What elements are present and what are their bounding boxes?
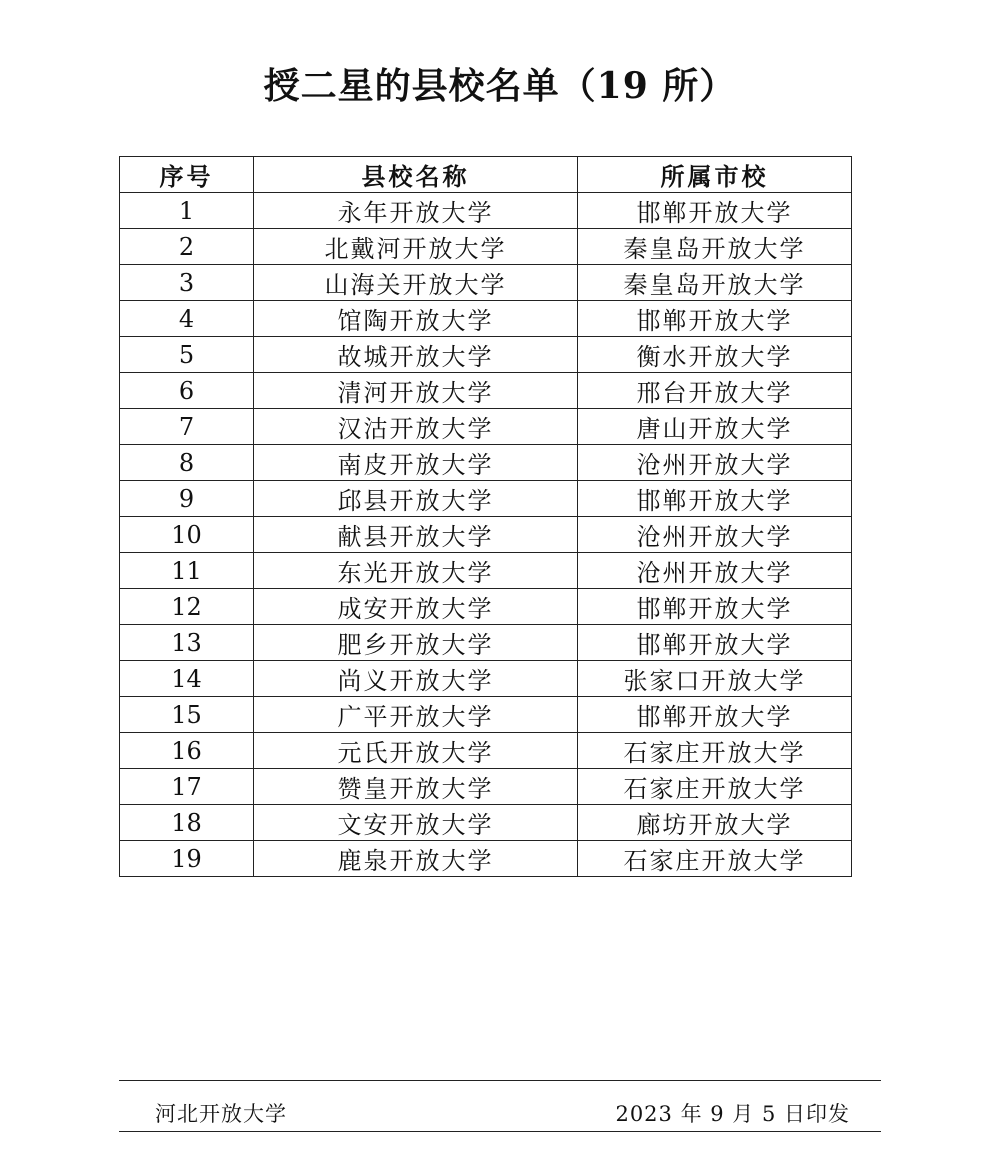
cell-serial-number: 9 (120, 481, 254, 517)
cell-serial-number: 19 (120, 841, 254, 877)
table-row (120, 769, 852, 805)
table-row (120, 841, 852, 877)
cell-county-school-name: 广平开放大学 (254, 697, 578, 733)
cell-serial-number: 2 (120, 229, 254, 265)
cell-serial-number: 17 (120, 769, 254, 805)
cell-parent-city-school: 廊坊开放大学 (578, 805, 852, 841)
cell-serial-number: 8 (120, 445, 254, 481)
table-row (120, 337, 852, 373)
cell-serial-number: 16 (120, 733, 254, 769)
cell-parent-city-school: 沧州开放大学 (578, 445, 852, 481)
footer-issue-date: 2023 年 9 月 5 日印发 (615, 1102, 850, 1126)
cell-parent-city-school: 邯郸开放大学 (578, 301, 852, 337)
table-row (120, 193, 852, 229)
table-row (120, 445, 852, 481)
cell-county-school-name: 山海关开放大学 (254, 265, 578, 301)
table-row (120, 481, 852, 517)
cell-county-school-name: 成安开放大学 (254, 589, 578, 625)
cell-county-school-name: 鹿泉开放大学 (254, 841, 578, 877)
cell-parent-city-school: 唐山开放大学 (578, 409, 852, 445)
footer-divider-bottom (119, 1131, 881, 1132)
cell-serial-number: 11 (120, 553, 254, 589)
cell-serial-number: 1 (120, 193, 254, 229)
table-row (120, 229, 852, 265)
table-row (120, 517, 852, 553)
cell-county-school-name: 元氏开放大学 (254, 733, 578, 769)
cell-serial-number: 15 (120, 697, 254, 733)
cell-parent-city-school: 邯郸开放大学 (578, 193, 852, 229)
cell-serial-number: 7 (120, 409, 254, 445)
cell-parent-city-school: 沧州开放大学 (578, 517, 852, 553)
table-row (120, 625, 852, 661)
table-row (120, 553, 852, 589)
header-parent-city-school: 所属市校 (578, 157, 852, 193)
cell-county-school-name: 故城开放大学 (254, 337, 578, 373)
cell-county-school-name: 献县开放大学 (254, 517, 578, 553)
cell-serial-number: 10 (120, 517, 254, 553)
footer-issuer: 河北开放大学 (155, 1102, 287, 1126)
cell-parent-city-school: 张家口开放大学 (578, 661, 852, 697)
table-row (120, 589, 852, 625)
cell-county-school-name: 东光开放大学 (254, 553, 578, 589)
cell-serial-number: 18 (120, 805, 254, 841)
cell-county-school-name: 肥乡开放大学 (254, 625, 578, 661)
table-row (120, 805, 852, 841)
cell-county-school-name: 汉沽开放大学 (254, 409, 578, 445)
table-row (120, 409, 852, 445)
cell-parent-city-school: 石家庄开放大学 (578, 769, 852, 805)
cell-county-school-name: 南皮开放大学 (254, 445, 578, 481)
table-body (120, 193, 852, 877)
cell-parent-city-school: 衡水开放大学 (578, 337, 852, 373)
cell-parent-city-school: 秦皇岛开放大学 (578, 265, 852, 301)
footer-divider-top (119, 1080, 881, 1081)
document-title: 授二星的县校名单（19 所） (263, 65, 737, 107)
cell-county-school-name: 赞皇开放大学 (254, 769, 578, 805)
cell-county-school-name: 馆陶开放大学 (254, 301, 578, 337)
cell-serial-number: 12 (120, 589, 254, 625)
cell-serial-number: 13 (120, 625, 254, 661)
cell-county-school-name: 永年开放大学 (254, 193, 578, 229)
cell-serial-number: 4 (120, 301, 254, 337)
cell-serial-number: 3 (120, 265, 254, 301)
cell-parent-city-school: 邯郸开放大学 (578, 481, 852, 517)
table-header-row (120, 157, 852, 193)
cell-parent-city-school: 邢台开放大学 (578, 373, 852, 409)
header-serial-number: 序号 (120, 157, 254, 193)
cell-parent-city-school: 石家庄开放大学 (578, 733, 852, 769)
cell-parent-city-school: 邯郸开放大学 (578, 589, 852, 625)
cell-county-school-name: 邱县开放大学 (254, 481, 578, 517)
table-row (120, 697, 852, 733)
county-school-table (119, 156, 852, 877)
cell-county-school-name: 北戴河开放大学 (254, 229, 578, 265)
cell-parent-city-school: 邯郸开放大学 (578, 697, 852, 733)
cell-county-school-name: 清河开放大学 (254, 373, 578, 409)
cell-parent-city-school: 秦皇岛开放大学 (578, 229, 852, 265)
table-row (120, 733, 852, 769)
cell-parent-city-school: 邯郸开放大学 (578, 625, 852, 661)
table-row (120, 301, 852, 337)
cell-parent-city-school: 沧州开放大学 (578, 553, 852, 589)
table-row (120, 265, 852, 301)
cell-parent-city-school: 石家庄开放大学 (578, 841, 852, 877)
header-county-school-name: 县校名称 (254, 157, 578, 193)
cell-county-school-name: 尚义开放大学 (254, 661, 578, 697)
cell-county-school-name: 文安开放大学 (254, 805, 578, 841)
table-row (120, 661, 852, 697)
cell-serial-number: 5 (120, 337, 254, 373)
cell-serial-number: 6 (120, 373, 254, 409)
cell-serial-number: 14 (120, 661, 254, 697)
table-row (120, 373, 852, 409)
